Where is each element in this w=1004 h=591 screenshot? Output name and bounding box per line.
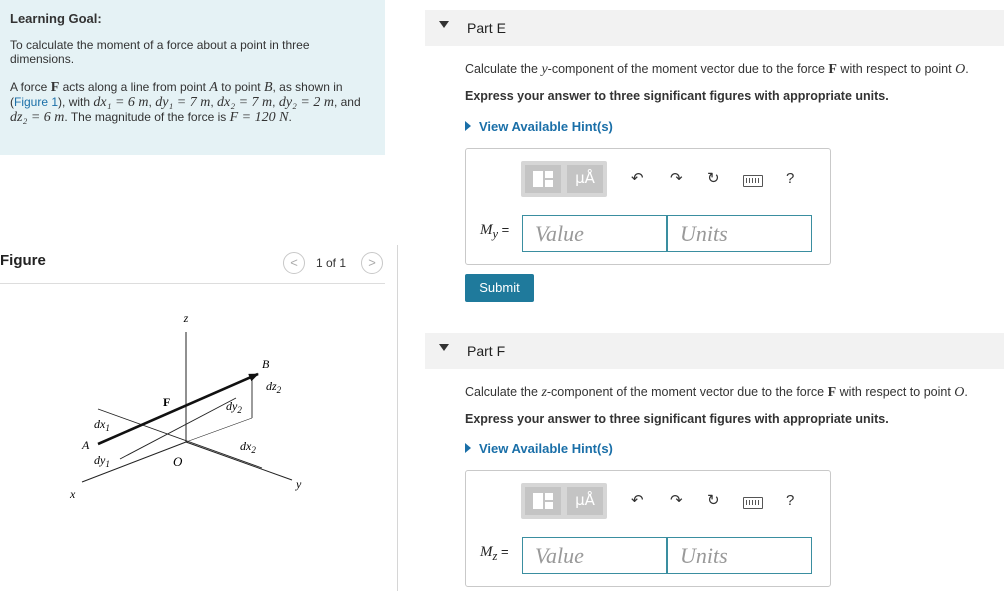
value-input[interactable] — [522, 537, 667, 574]
redo-icon[interactable]: ↷ — [670, 492, 683, 509]
dx2-main: dx — [240, 439, 252, 453]
dx2-sub: 2 — [251, 445, 256, 455]
text: A force — [10, 80, 51, 94]
part-e-header[interactable] — [425, 10, 1004, 46]
text: . — [288, 110, 292, 124]
force-symbol: F — [50, 80, 60, 95]
learning-goal-text: To calculate the moment of a force about a point in three dimensions. — [10, 38, 310, 66]
dy2-label — [226, 399, 242, 415]
undo-icon[interactable]: ↶ — [631, 492, 644, 509]
part-f-answer-box — [465, 470, 831, 587]
lhs-var: M — [480, 544, 493, 560]
next-figure-button[interactable]: > — [361, 252, 383, 274]
collapse-arrow-icon[interactable] — [439, 21, 449, 28]
hint-label: View Available Hint(s) — [479, 119, 613, 134]
part-e-label: Part E — [467, 20, 506, 36]
dx1-sub: 1 — [105, 423, 110, 433]
value-placeholder: Value — [535, 221, 584, 246]
text: to point — [217, 80, 264, 94]
hint-label: View Available Hint(s) — [479, 441, 613, 456]
panel-divider — [397, 245, 398, 591]
figure-link[interactable]: Figure 1 — [14, 95, 59, 109]
equals-sign: = — [497, 544, 509, 559]
dz2-sub: 2 — [276, 385, 282, 395]
units-symbol-label: μÅ — [575, 169, 595, 187]
dy1-sub: 1 — [105, 459, 110, 469]
text: Calculate the — [465, 62, 542, 76]
help-icon[interactable]: ? — [786, 170, 795, 187]
part-e-instruction: Express your answer to three significant figures with appropriate units. — [465, 89, 889, 103]
dy1-main: dy — [94, 453, 106, 467]
dz2-label — [266, 379, 282, 395]
text: with respect to point — [836, 385, 955, 399]
equation-toolbar — [521, 483, 607, 519]
force-label: F — [163, 395, 171, 409]
equation-toolbar — [521, 161, 607, 197]
dy2-main: dy — [226, 399, 238, 413]
z-label: z — [183, 311, 189, 325]
figure-counter: 1 of 1 — [316, 256, 347, 270]
x-label: x — [70, 487, 76, 501]
units-symbol-button[interactable] — [567, 487, 603, 515]
templates-icon — [525, 487, 561, 515]
templates-icon — [525, 165, 561, 193]
text: , — [148, 95, 156, 109]
text: -component of the moment vector due to the force — [546, 385, 828, 399]
text: . The magnitude of the force is — [64, 110, 230, 124]
part-e-question — [465, 62, 969, 78]
dx2-label — [240, 439, 256, 455]
lhs-var: M — [480, 222, 493, 238]
part-f-label: Part F — [467, 343, 506, 359]
y-label: y — [296, 477, 302, 491]
lhs-sub: y — [492, 227, 499, 241]
reset-icon[interactable]: ↻ — [707, 170, 720, 187]
learning-goal-panel — [0, 0, 385, 155]
text: , — [210, 95, 217, 109]
text: -component of the moment vector due to the force — [547, 62, 829, 76]
value-input[interactable] — [522, 215, 667, 252]
guide-line — [120, 398, 236, 459]
text: Calculate the — [465, 385, 542, 399]
force-symbol: F — [828, 62, 837, 77]
point-o-symbol: O — [954, 385, 965, 400]
part-f-header[interactable] — [425, 333, 1004, 369]
component-var: y — [541, 62, 548, 77]
reset-icon[interactable]: ↻ — [707, 492, 720, 509]
units-placeholder: Units — [680, 221, 728, 246]
units-placeholder: Units — [680, 543, 728, 568]
dy1-value: dy₁ = 7 m — [155, 95, 211, 110]
undo-icon[interactable]: ↶ — [631, 170, 644, 187]
point-b-label: B — [262, 357, 270, 371]
text: , as shown in ( — [10, 80, 343, 109]
text: . — [965, 62, 969, 76]
units-input[interactable] — [667, 215, 812, 252]
units-symbol-label: μÅ — [575, 491, 595, 509]
my-label — [480, 222, 509, 242]
part-e-answer-box — [465, 148, 831, 265]
dz2-value: dz₂ = 6 m — [10, 110, 65, 125]
keyboard-icon[interactable] — [743, 175, 763, 187]
redo-icon[interactable]: ↷ — [670, 170, 683, 187]
templates-button[interactable] — [525, 165, 561, 193]
text: acts along a line from point — [59, 80, 210, 94]
dx2-value: dx₂ = 7 m — [217, 95, 273, 110]
collapse-arrow-icon[interactable] — [439, 344, 449, 351]
learning-goal-heading: Learning Goal: — [10, 11, 102, 26]
units-symbol-button[interactable] — [567, 165, 603, 193]
part-e-hints-link[interactable] — [465, 119, 613, 134]
point-o-symbol: O — [955, 62, 966, 77]
value-placeholder: Value — [535, 543, 584, 568]
problem-statement — [10, 80, 370, 125]
point-b-symbol: B — [263, 80, 273, 95]
dx1-label — [94, 417, 110, 433]
dy1-label — [94, 453, 110, 469]
expand-triangle-icon — [465, 443, 471, 453]
force-diagram — [0, 284, 385, 514]
origin-label: O — [173, 454, 183, 469]
part-f-hints-link[interactable] — [465, 441, 613, 456]
point-a-symbol: A — [209, 80, 218, 95]
text: ), with — [58, 95, 94, 109]
previous-figure-button[interactable]: < — [283, 252, 305, 274]
equals-sign: = — [498, 222, 510, 237]
units-input[interactable] — [667, 537, 812, 574]
templates-button[interactable] — [525, 487, 561, 515]
dx1-main: dx — [94, 417, 106, 431]
mz-label — [480, 544, 509, 564]
submit-button[interactable]: Submit — [465, 274, 534, 302]
text: . — [964, 385, 968, 399]
text: , — [272, 95, 279, 109]
part-f-question — [465, 385, 968, 401]
y-axis — [186, 442, 292, 480]
component-var: z — [541, 385, 547, 400]
dx1-value: dx₁ = 6 m — [93, 95, 149, 110]
part-f-instruction: Express your answer to three significant figures with appropriate units. — [465, 412, 889, 426]
dy2-sub: 2 — [237, 405, 242, 415]
text: , and — [333, 95, 361, 109]
help-icon[interactable]: ? — [786, 492, 795, 509]
figure-title: Figure — [0, 252, 46, 269]
lhs-sub: z — [492, 549, 498, 563]
point-a-label: A — [82, 438, 90, 452]
force-symbol: F — [827, 385, 837, 400]
keyboard-icon[interactable] — [743, 497, 763, 509]
text: with respect to point — [836, 62, 956, 76]
expand-triangle-icon — [465, 121, 471, 131]
dz2-main: dz — [266, 379, 277, 393]
dy2-value: dy₂ = 2 m — [278, 95, 334, 110]
force-magnitude: F = 120 N — [229, 110, 289, 125]
